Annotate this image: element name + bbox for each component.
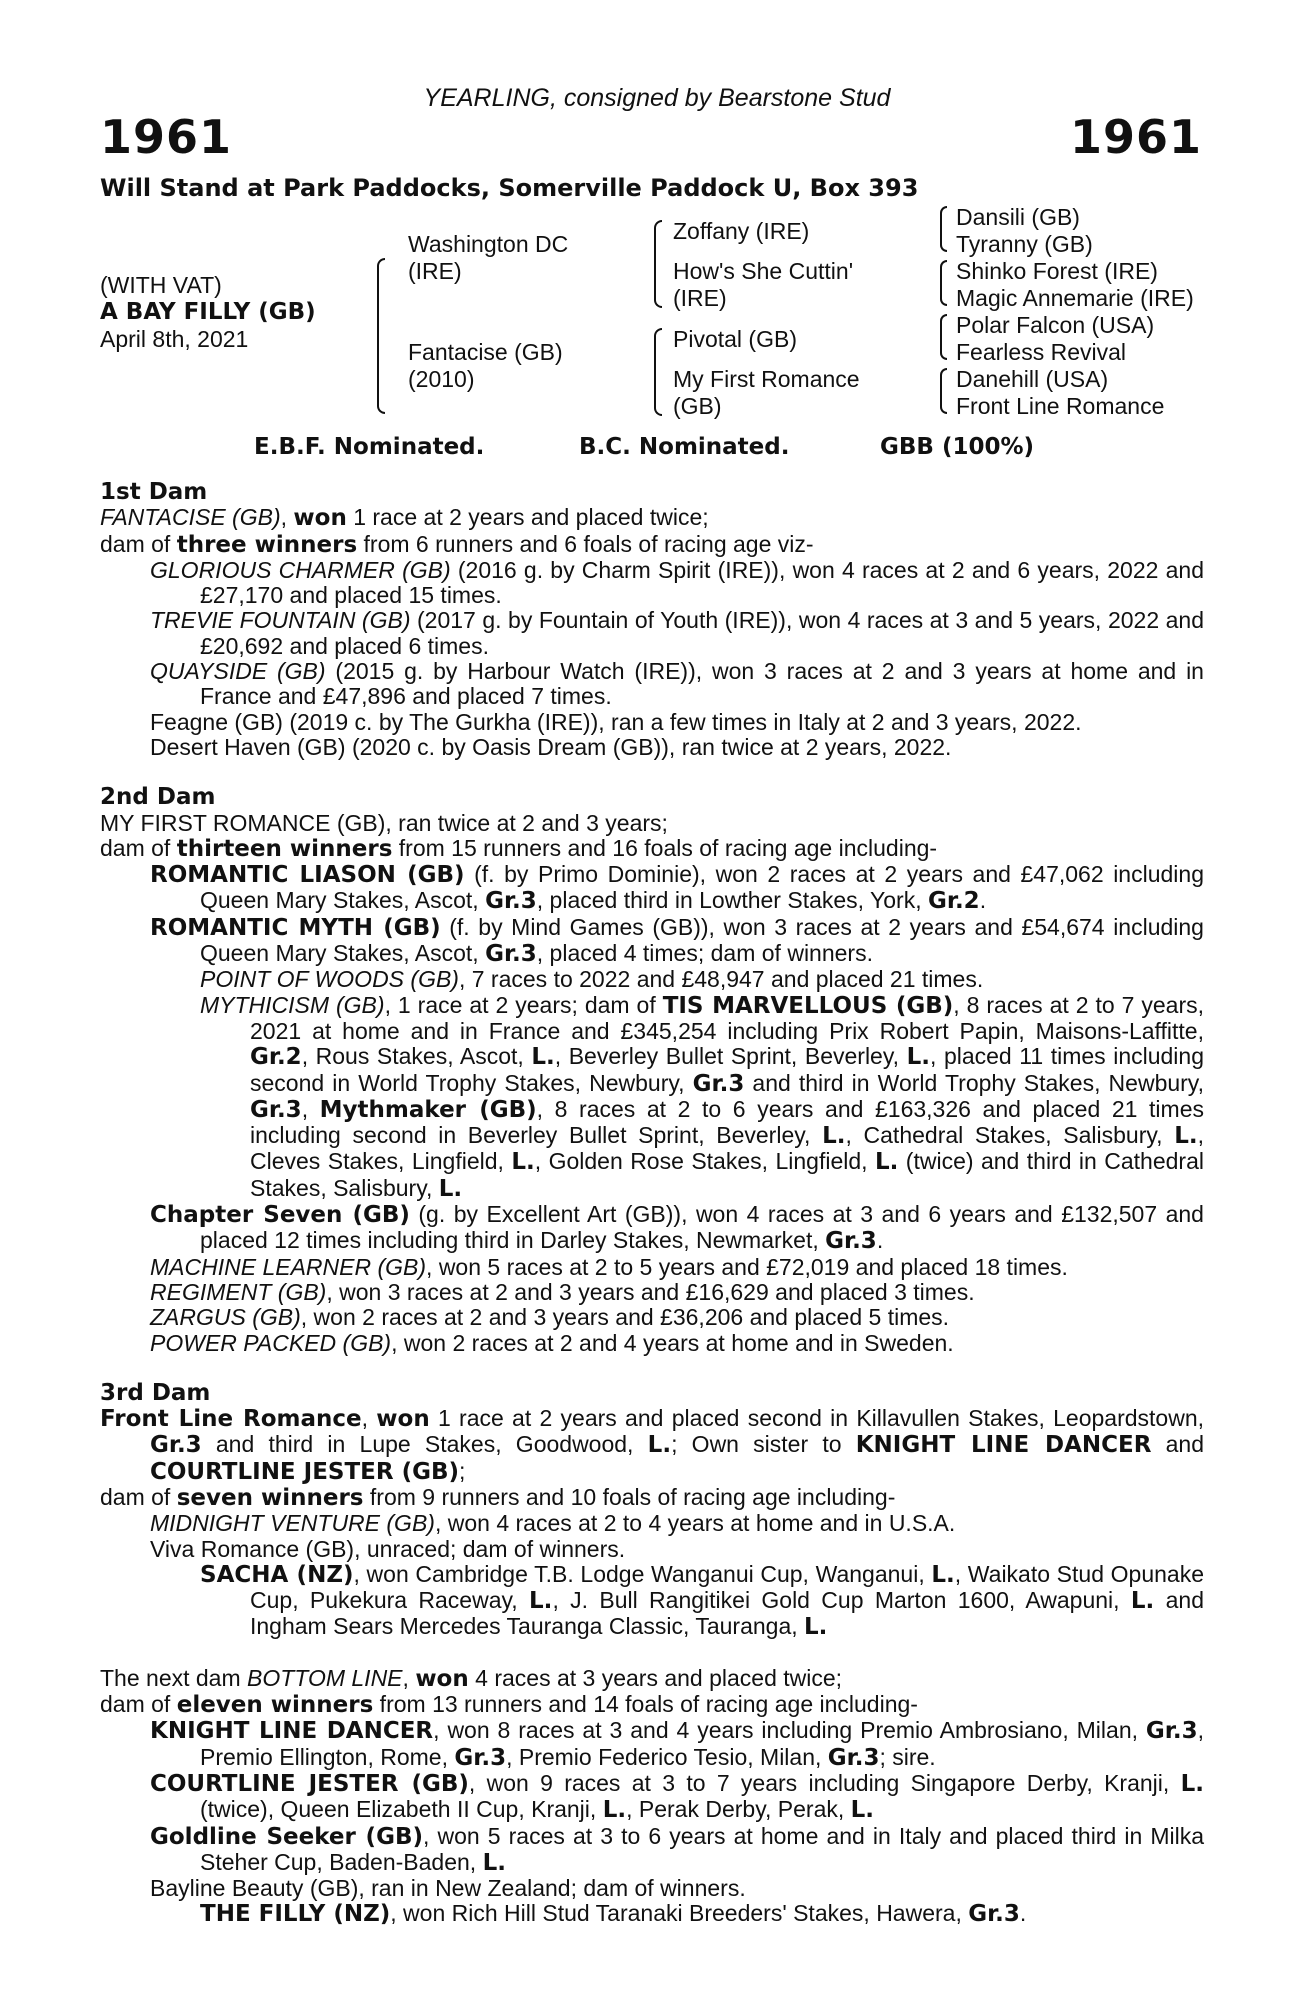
sire-sire: Zoffany (IRE) [673,218,810,244]
granddam-3: Fearless Revival [956,339,1126,365]
grandsire-2: Shinko Forest (IRE) [956,258,1158,284]
produce-entry: MIDNIGHT VENTURE (GB), won 4 races at 2 to 4 years at home and in U.S.A. [150,1510,956,1537]
lot-number-left: 1961 [100,110,233,164]
catalogue-subtitle: YEARLING, consigned by Bearstone Stud [423,84,891,112]
produce-entry: Bayline Beauty (GB), ran in New Zealand; dam of winners. [150,1875,746,1902]
grandsire-4: Danehill (USA) [956,366,1109,392]
produce-entry: Desert Haven (GB) (2020 c. by Oasis Dream (GB)), ran twice at 2 years, 2022. [150,733,952,760]
pedigree-brace-dam [654,328,662,416]
produce-entry: SACHA (NZ), won Cambridge T.B. Lodge Wanganui Cup, Wanganui, L., Waikato Stud Opunake Cup, Pukekura Raceway, L., J. Bull Rangitikei Gold Cup Marton 1600, Awapuni, L. and Ingham Sears Mercedes Tauranga Classic, Tauranga, L. [200,1560,1205,1641]
produce-entry: COURTLINE JESTER (GB), won 9 races at 3 to 7 years including Singapore Derby, Kranji, L. (twice), Queen Elizabeth II Cup, Kranji, L., Perak Derby, Perak, L. [150,1769,1204,1824]
third-dam-line: Front Line Romance, won 1 race at 2 years and placed second in Killavullen Stakes, Leopardstown, Gr.3 and third in Lupe Stakes, Goodwood, L.; Own sister to KNIGHT LINE DANCER and COURTLINE JESTER (GB); [100,1405,1205,1485]
vat-note: (WITH VAT) [100,272,222,298]
third-dam-produce-summary: dam of seven winners from 9 runners and 10 foals of racing age including- [100,1483,896,1511]
produce-entry: MYTHICISM (GB), 1 race at 2 years; dam of TIS MARVELLOUS (GB), 8 races at 2 to 7 years, 2021 at home and in France and £345,254 including Prix Robert Papin, Maisons-Laffitte, Gr.2, Rous Stakes, Ascot, L., Beverley Bullet Sprint, Beverley, L., placed 11 times including second in World Trophy Stakes, Newbury, Gr.3 and third in World Trophy Stakes, Newbury, Gr.3, Mythmaker (GB), 8 races at 2 to 6 years and £163,326 and placed 21 times including second in Beverley Bullet Sprint, Beverley, L., Cathedral Stakes, Salisbury, L., Cleves Stakes, Lingfield, L., Golden Rose Stakes, Lingfield, L. (twice) and third in Cathedral Stakes, Salisbury, L. [200,991,1205,1202]
dam-year: (2010) [408,366,475,392]
produce-entry: TREVIE FOUNTAIN (GB) (2017 g. by Fountain of Youth (IRE)), won 4 races at 3 and 5 years, 2022 and £20,692 and placed 6 times. [150,607,1204,659]
produce-entry: ROMANTIC LIASON (GB) (f. by Primo Dominie), won 2 races at 2 years and £47,062 including Queen Mary Stakes, Ascot, Gr.3, placed third in Lowther Stakes, York, Gr.2. [150,861,1204,915]
sire-name: Washington DC [408,231,569,257]
produce-entry: KNIGHT LINE DANCER, won 8 races at 3 and 4 years including Premio Ambrosiano, Milan, Gr.3, Premio Ellington, Rome, Gr.3, Premio Federico Tesio, Milan, Gr.3; sire. [150,1717,1204,1771]
ebf-nomination: E.B.F. Nominated. [254,434,485,460]
gbb-rating: GBB (100%) [880,434,1035,460]
bc-nomination: B.C. Nominated. [579,434,790,460]
produce-entry: THE FILLY (NZ), won Rich Hill Stud Taranaki Breeders' Stakes, Hawera, Gr.3. [200,1900,1027,1928]
pedigree-brace-g2 [940,260,947,306]
produce-entry: Viva Romance (GB), unraced; dam of winners. [150,1535,626,1562]
pedigree-brace-g3 [940,314,947,360]
sire-dam-country: (IRE) [673,285,727,311]
dam-name: Fantacise (GB) [408,339,563,365]
pedigree-brace-main [377,258,385,414]
granddam-4: Front Line Romance [956,393,1165,419]
produce-entry: POWER PACKED (GB), won 2 races at 2 and 4 years at home and in Sweden. [150,1329,954,1356]
produce-entry: MACHINE LEARNER (GB), won 5 races at 2 to 5 years and £72,019 and placed 18 times. [150,1253,1068,1280]
grandsire-1: Dansili (GB) [956,204,1080,230]
dam-dam: My First Romance [673,366,860,392]
granddam-1: Tyranny (GB) [956,231,1093,257]
produce-entry: ZARGUS (GB), won 2 races at 2 and 3 years and £36,206 and placed 5 times. [150,1304,950,1331]
produce-entry: REGIMENT (GB), won 3 races at 2 and 3 years and £16,629 and placed 3 times. [150,1278,975,1305]
produce-record [100,480,1204,1928]
produce-entry: Feagne (GB) (2019 c. by The Gurkha (IRE)), ran a few times in Italy at 2 and 3 years, 2022. [150,708,1082,735]
produce-entry: GLORIOUS CHARMER (GB) (2016 g. by Charm Spirit (IRE)), won 4 races at 2 and 6 years, 2022 and £27,170 and placed 15 times. [150,556,1204,609]
pedigree-brace-g1 [940,206,947,252]
stabling-location: Will Stand at Park Paddocks, Somerville Paddock U, Box 393 [100,174,919,202]
dam-dam-country: (GB) [673,393,722,419]
lot-title: A BAY FILLY (GB) [100,299,316,325]
granddam-2: Magic Annemarie (IRE) [956,285,1194,311]
produce-entry: Goldline Seeker (GB), won 5 races at 3 to 6 years at home and in Italy and placed third in Milka Steher Cup, Baden-Baden, L. [150,1822,1204,1876]
second-dam-heading: 2nd Dam [100,784,216,811]
produce-entry: ROMANTIC MYTH (GB) (f. by Mind Games (GB)), won 3 races at 2 years and £54,674 including Queen Mary Stakes, Ascot, Gr.3, placed 4 times; dam of winners. [150,913,1204,968]
dam-sire: Pivotal (GB) [673,326,797,352]
pedigree-brace-g4 [940,368,947,414]
produce-entry: POINT OF WOODS (GB), 7 races to 2022 and £48,947 and placed 21 times. [200,966,984,993]
produce-entry: Chapter Seven (GB) (g. by Excellent Art (GB)), won 4 races at 3 and 6 years and £132,507 and placed 12 times including third in Darley Stakes, Newmarket, Gr.3. [150,1201,1204,1255]
fourth-dam-produce-summary: dam of eleven winners from 13 runners and 14 foals of racing age including- [100,1691,918,1719]
third-dam-heading: 3rd Dam [100,1379,211,1406]
pedigree-brace-sire [654,220,662,308]
grandsire-3: Polar Falcon (USA) [956,312,1155,338]
first-dam-heading: 1st Dam [100,479,208,505]
sire-country: (IRE) [408,258,462,284]
lot-number-right: 1961 [1069,110,1202,164]
sire-dam: How's She Cuttin' [673,258,854,284]
first-dam-produce-summary: dam of three winners from 6 runners and 6 foals of racing age viz- [100,530,814,558]
birth-date: April 8th, 2021 [100,326,249,352]
first-dam-line: FANTACISE (GB), won 1 race at 2 years and placed twice; [100,504,709,532]
produce-entry: QUAYSIDE (GB) (2015 g. by Harbour Watch (IRE)), won 3 races at 2 and 3 years at home and in France and £47,896 and placed 7 times. [150,658,1204,710]
fourth-dam-line: The next dam BOTTOM LINE, won 4 races at 3 years and placed twice; [100,1664,843,1692]
second-dam-line: MY FIRST ROMANCE (GB), ran twice at 2 and 3 years; [100,809,668,836]
second-dam-produce-summary: dam of thirteen winners from 15 runners and 16 foals of racing age including- [100,834,938,862]
